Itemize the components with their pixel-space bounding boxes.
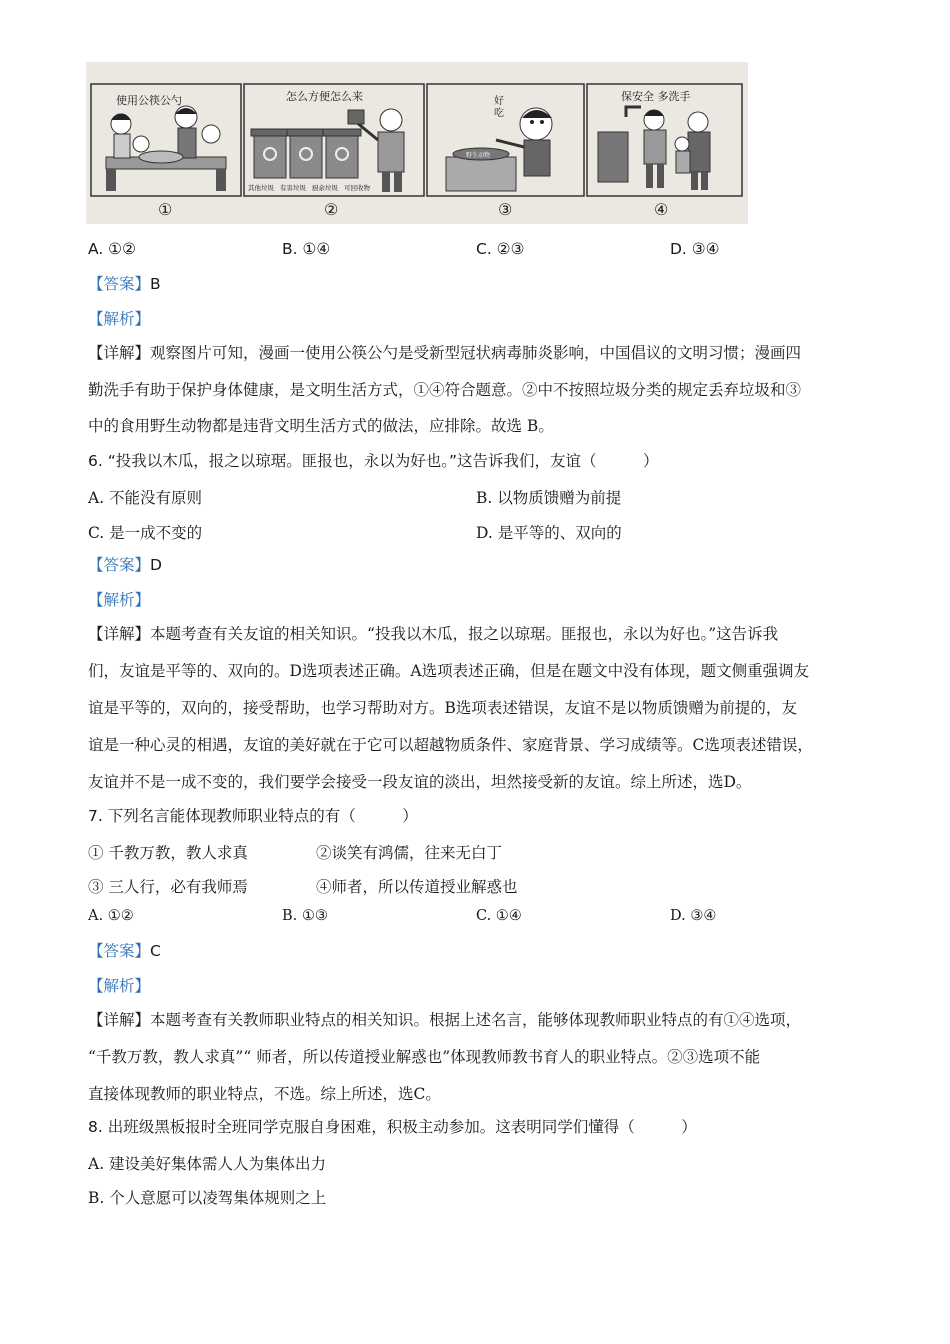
- q7-answer: [88, 941, 161, 961]
- panel-2-caption: 怎么方便怎么来: [286, 90, 363, 103]
- q5-option-d: D. ③④: [670, 240, 720, 258]
- panel-1-caption: 使用公筷公勺: [116, 94, 182, 107]
- panel-3-number: ③: [498, 200, 513, 219]
- q8-stem: 8. 出班级黑板报时全班同学克服自身困难，积极主动参加。这表明同学们懂得（ ）: [88, 1118, 697, 1136]
- q7-analysis-label: 【解析】: [88, 977, 151, 995]
- q6-option-c: C. 是一成不变的: [88, 524, 203, 542]
- panel-2-number: ②: [324, 200, 339, 219]
- bin-label: 其他垃圾: [248, 184, 274, 192]
- q7-detail-line-2: “千教万教，教人求真”“ 师者，所以传道授业解惑也”体现教师教书育人的职业特点。②③选项不能: [88, 1048, 761, 1066]
- detail-label: 【详解】: [88, 1011, 151, 1029]
- panel-3-caption: 好吃: [494, 96, 504, 119]
- q6-option-b: B. 以物质馈赠为前提: [476, 489, 622, 507]
- answer-label: 【答案】: [88, 275, 151, 293]
- q7-item-4: ④师者，所以传道授业解惑也: [316, 878, 518, 896]
- panel-2-bin-labels: [248, 183, 370, 192]
- q7-item-1: ① 千教万教，教人求真: [88, 844, 248, 862]
- answer-value: C: [150, 942, 161, 960]
- q6-answer: [88, 555, 162, 575]
- bin-label: 可回收物: [344, 184, 370, 192]
- comic-illustration: [86, 62, 748, 224]
- q6-detail-line-1: [88, 624, 778, 644]
- answer-value: B: [150, 275, 161, 293]
- q6-stem: 6. “投我以木瓜，报之以琼琚。匪报也，永以为好也。”这告诉我们，友谊（ ）: [88, 452, 659, 470]
- panel-4-number: ④: [654, 200, 669, 219]
- q6-detail-line-3: 谊是平等的，双向的，接受帮助，也学习帮助对方。B选项表述错误，友谊不是以物质馈赠为前提的，友: [88, 699, 797, 717]
- q7-item-3: ③ 三人行，必有我师焉: [88, 878, 248, 896]
- detail-label: 【详解】: [88, 344, 151, 362]
- q5-analysis-label: 【解析】: [88, 310, 151, 328]
- q6-analysis-label: 【解析】: [88, 591, 151, 609]
- detail-text: 本题考查有关教师职业特点的相关知识。根据上述名言，能够体现教师职业特点的有①④选项，: [150, 1011, 802, 1029]
- q8-option-a: A. 建设美好集体需人人为集体出力: [88, 1155, 327, 1173]
- bin-label: 有害垃圾: [280, 184, 306, 192]
- q5-answer: [88, 274, 161, 294]
- q5-detail-line-3: 中的食用野生动物都是违背文明生活方式的做法，应排除。故选 B。: [88, 417, 554, 435]
- q7-option-c: C. ①④: [476, 908, 522, 924]
- q6-option-a: A. 不能没有原则: [88, 489, 203, 507]
- q5-option-c: C. ②③: [476, 240, 525, 258]
- panel-1-number: ①: [158, 200, 173, 219]
- q6-detail-line-2: 们，友谊是平等的、双向的。D选项表述正确。A选项表述正确，但是在题文中没有体现，题文侧重强调友: [88, 662, 810, 680]
- q5-option-b: B. ①④: [282, 240, 331, 258]
- panel-4-caption: 保安全 多洗手: [621, 90, 691, 103]
- q7-stem: 7. 下列名言能体现教师职业特点的有（ ）: [88, 807, 418, 825]
- q5-option-a: A. ①②: [88, 240, 136, 258]
- q8-option-b: B. 个人意愿可以凌驾集体规则之上: [88, 1189, 327, 1207]
- q7-option-d: D. ③④: [670, 908, 717, 924]
- answer-label: 【答案】: [88, 556, 151, 574]
- q6-detail-line-4: 谊是一种心灵的相遇，友谊的美好就在于它可以超越物质条件、家庭背景、学习成绩等。C选项表述错误，: [88, 736, 813, 754]
- answer-label: 【答案】: [88, 942, 151, 960]
- q6-option-d: D. 是平等的、双向的: [476, 524, 622, 542]
- detail-text: 观察图片可知，漫画一使用公筷公勺是受新型冠状病毒肺炎影响，中国倡议的文明习惯；漫画四: [150, 344, 802, 362]
- q7-detail-line-3: 直接体现教师的职业特点，不选。综上所述，选C。: [88, 1085, 441, 1103]
- detail-label: 【详解】: [88, 625, 151, 643]
- bin-label: 厨余垃圾: [312, 184, 338, 192]
- q7-item-2: ②谈笑有鸿儒，往来无白丁: [316, 844, 503, 862]
- answer-value: D: [150, 556, 162, 574]
- q5-detail-line-2: 勤洗手有助于保护身体健康，是文明生活方式，①④符合题意。②中不按照垃圾分类的规定丢弃垃圾和③: [88, 381, 802, 399]
- q7-option-b: B. ①③: [282, 908, 328, 924]
- q6-detail-line-5: 友谊并不是一成不变的，我们要学会接受一段友谊的淡出，坦然接受新的友谊。综上所述，选D。: [88, 773, 752, 791]
- q5-detail-line-1: [88, 343, 801, 363]
- comic-strip: [86, 62, 748, 224]
- q7-detail-line-1: [88, 1010, 801, 1030]
- detail-text: 本题考查有关友谊的相关知识。“投我以木瓜，报之以琼琚。匪报也，永以为好也。”这告诉我: [150, 625, 779, 643]
- panel-3-plate-label: 野生动物: [466, 152, 491, 159]
- q7-option-a: A. ①②: [88, 908, 134, 924]
